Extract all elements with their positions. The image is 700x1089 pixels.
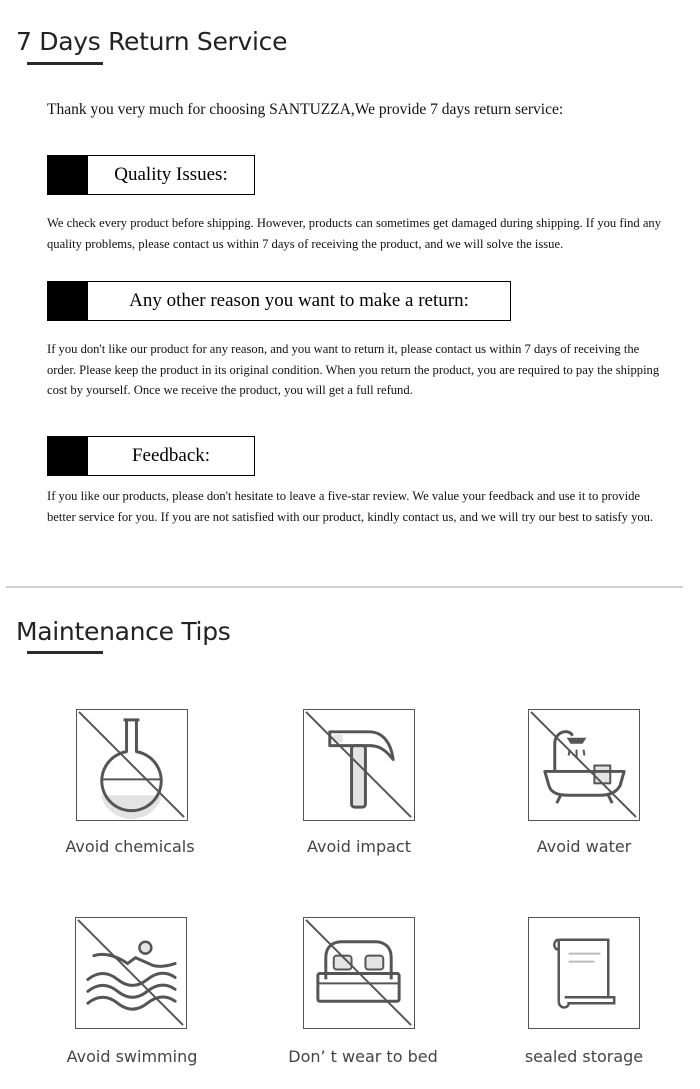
return-section-title: 7 Days Return Service xyxy=(16,27,288,56)
scroll-icon xyxy=(529,918,638,1027)
feedback-text: If you like our products, please don't hesitate to leave a five-star review. We value your feedback and use it to provide better service for you. If you are not satisfied with our product, kindly contact us, and we will try our best to satisfy you. xyxy=(47,489,654,524)
tip-caption: Avoid chemicals xyxy=(65,837,195,856)
header-block xyxy=(48,437,88,475)
other-reason-text: If you don't like our product for any reason, and you want to return it, please contact us within 7 days of receiving the order. Please keep the product in its original condition. When you return the product, you are required to pay the shipping cost by yourself. Once we receive the product, you will get a full refund. xyxy=(47,342,660,397)
bed-icon xyxy=(304,918,413,1027)
tip-caption: sealed storage xyxy=(524,1047,644,1066)
quality-issues-label: Quality Issues: xyxy=(114,164,228,185)
feedback-header xyxy=(47,436,255,476)
feedback-label: Feedback: xyxy=(131,445,211,466)
avoid-swimming-tile xyxy=(75,917,187,1029)
other-reason-label: Any other reason you want to make a return: xyxy=(129,290,469,311)
section-divider xyxy=(6,586,683,588)
avoid-chemicals-tile xyxy=(76,709,188,821)
quality-issues-header xyxy=(47,155,255,195)
swimmer-icon xyxy=(76,918,185,1027)
sealed-storage-tile xyxy=(528,917,640,1029)
flask-icon xyxy=(77,710,186,819)
bathtub-shower-icon xyxy=(529,710,638,819)
hammer-icon xyxy=(304,710,413,819)
avoid-water-tile xyxy=(528,709,640,821)
header-block xyxy=(48,156,88,194)
avoid-impact-tile xyxy=(303,709,415,821)
title-underline xyxy=(27,651,103,654)
tip-caption: Don’ t wear to bed xyxy=(288,1047,438,1066)
header-block xyxy=(48,282,88,320)
return-intro: Thank you very much for choosing SANTUZZA,We provide 7 days return service: xyxy=(47,101,564,118)
tip-caption: Avoid swimming xyxy=(66,1047,198,1066)
title-underline xyxy=(27,62,103,65)
tip-caption: Avoid impact xyxy=(306,837,411,856)
dont-wear-to-bed-tile xyxy=(303,917,415,1029)
quality-issues-text: We check every product before shipping. However, products can sometimes get damaged during shipping. If you find any quality problems, please contact us within 7 days of receiving the product, and we will solve the issue. xyxy=(47,216,661,251)
tip-caption: Avoid water xyxy=(536,837,632,856)
other-reason-header xyxy=(47,281,511,321)
maintenance-title: Maintenance Tips xyxy=(16,617,231,646)
